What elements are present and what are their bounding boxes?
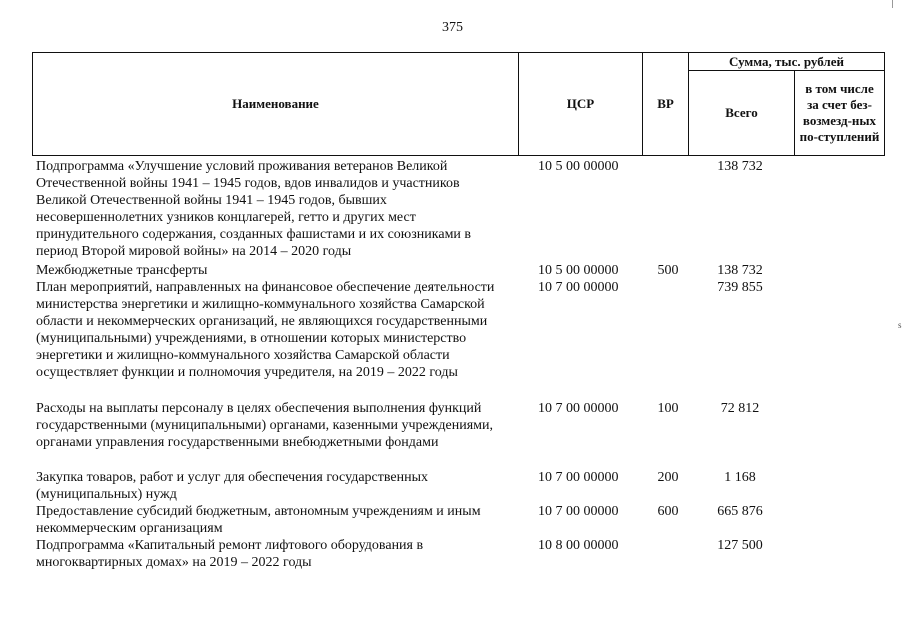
row-name: Межбюджетные трансферты: [36, 263, 208, 278]
row-vr: 600: [657, 504, 679, 519]
header-total: Всего: [725, 105, 758, 120]
row-csr: 10 7 00 00000: [538, 504, 619, 519]
row-csr: 10 7 00 00000: [538, 401, 619, 416]
row-name: План мероприятий, направленных на финансовое обеспечение деятельности министерства энергетики и жилищно-коммунального хозяйства Самарской области и некоммерческих организаций, не являющихся государственными (муниципальными) учреждениями, в отношении которых министерство энергетики и жилищно-коммунального хозяйства Самарской области осуществляет функции и полномочия учредителя, на 2019 – 2022 годы: [36, 280, 495, 380]
row-total: 127 500: [717, 538, 763, 553]
header-csr: ЦСР: [566, 96, 595, 111]
row-total: 72 812: [720, 401, 760, 416]
row-total: 739 855: [717, 280, 763, 295]
row-name: Расходы на выплаты персоналу в целях обеспечения выполнения функций государственными (муниципальными) органами, казенными учреждениями, органами управления государственными внебюджетными фондами: [36, 401, 493, 450]
row-vr: 500: [657, 263, 679, 278]
row-csr: 10 8 00 00000: [538, 538, 619, 553]
header-sum-group: Сумма, тыс. рублей: [729, 53, 844, 69]
header-name: Наименование: [232, 96, 319, 111]
row-total: 665 876: [717, 504, 763, 519]
row-total: 138 732: [717, 263, 763, 278]
row-vr: 100: [657, 401, 679, 416]
page-number: 375: [442, 20, 463, 35]
row-csr: 10 7 00 00000: [538, 470, 619, 485]
row-name: Подпрограмма «Капитальный ремонт лифтового оборудования в многоквартирных домах» на 2019 – 2022 годы: [36, 538, 424, 570]
row-name: Подпрограмма «Улучшение условий проживания ветеранов Великой Отечественной войны 1941 – 1945 годов, вдов инвалидов и участников Великой Отечественной войны 1941 – 1945 годов, бывших несовершеннолетних узников концлагерей, гетто и других мест принудительного содержания, созданных фашистами и их союзниками в период Второй мировой войны» на 2014 – 2020 годы: [36, 159, 472, 259]
row-csr: 10 7 00 00000: [538, 280, 619, 295]
header-incl-grants: в том числе за счет без-возмезд-ных по-ступлений: [799, 81, 880, 144]
row-name: Закупка товаров, работ и услуг для обеспечения государственных (муниципальных) нужд: [36, 470, 429, 502]
margin-mark: s: [898, 320, 902, 330]
header-vr: ВР: [657, 96, 674, 111]
table-header: [32, 52, 885, 156]
row-name: Предоставление субсидий бюджетным, автономным учреждениям и иным некоммерческим организациям: [36, 504, 481, 536]
row-total: 1 168: [724, 470, 756, 485]
row-csr: 10 5 00 00000: [538, 159, 619, 174]
row-vr: 200: [657, 470, 679, 485]
row-csr: 10 5 00 00000: [538, 263, 619, 278]
row-total: 138 732: [717, 159, 763, 174]
scan-edge-mark: [892, 0, 893, 8]
